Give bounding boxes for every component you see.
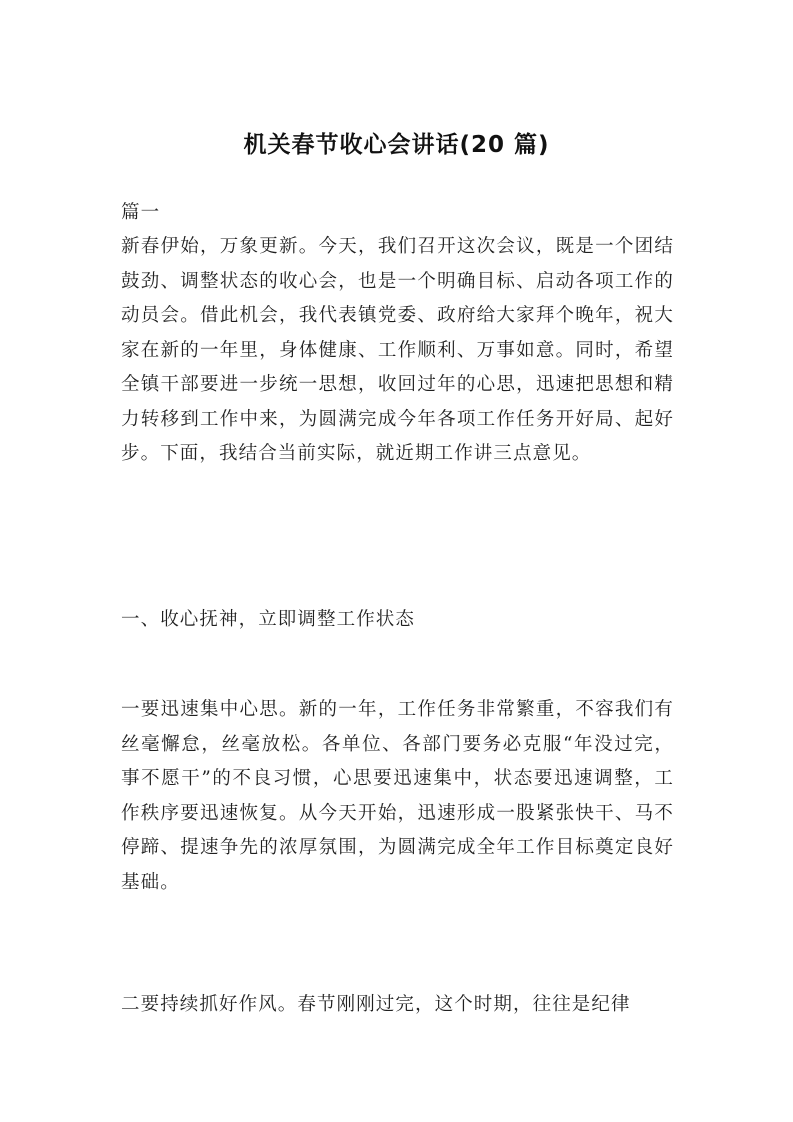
section-heading-one: 一、收心抚神，立即调整工作状态 [121,609,416,630]
paragraph-point-two: 二要持续抓好作风。春节刚刚过完，这个时期，往往是纪律 [121,994,631,1015]
section-label: 篇一 [121,202,161,223]
paragraph-point-one: 一要迅速集中心思。新的一年，工作任务非常繁重，不容我们有丝毫懈怠，丝毫放松。各单位、各部门要务必克服“年没过完，事不愿干”的不良习惯，心思要迅速集中，状态要迅速调整，工作秩序要迅速恢复。从今天开始，迅速形成一股紧张快干、马不停蹄、提速争先的浓厚氛围，为圆满完成全年工作目标奠定良好基础。 [121,699,674,893]
paragraph-intro: 新春伊始，万象更新。今天，我们召开这次会议，既是一个团结鼓劲、调整状态的收心会，也是一个明确目标、启动各项工作的动员会。借此机会，我代表镇党委、政府给大家拜个晚年，祝大家在新的一年里，身体健康、工作顺利、万事如意。同时，希望全镇干部要进一步统一思想，收回过年的心思，迅速把思想和精力转移到工作中来，为圆满完成今年各项工作任务开好局、起好步。下面，我结合当前实际，就近期工作讲三点意见。 [121,236,674,464]
document-title: 机关春节收心会讲话(20 篇) [243,132,550,158]
